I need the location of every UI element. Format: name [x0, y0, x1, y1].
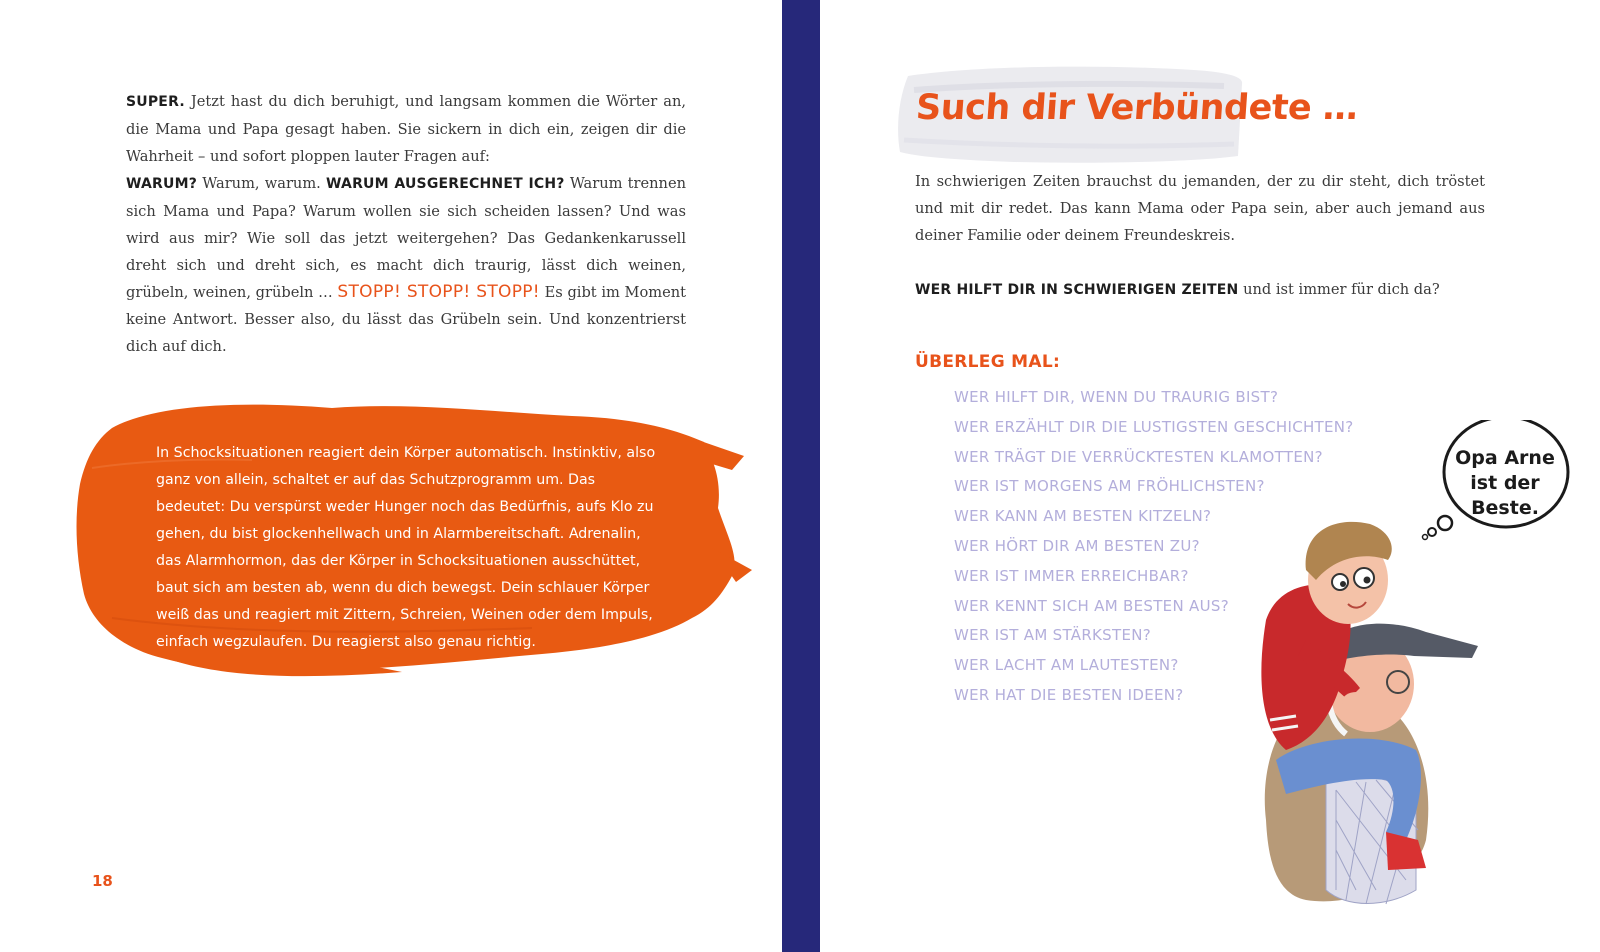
intro-text-1: Jetzt hast du dich beruhigt, und langsam kommen die Wörter an, die Mama und Papa gesagt haben. Sie sickern in dich ein, zeigen dir die Wahrheit – und sofort ploppen lauter Fragen auf: [126, 93, 686, 165]
left-page [0, 0, 782, 952]
question-item: WER KENNT SICH AM BESTEN AUS? [954, 596, 1229, 615]
stop-label: STOPP! STOPP! STOPP! [337, 282, 540, 302]
question-item: WER HAT DIE BESTEN IDEEN? [954, 685, 1184, 704]
main-question [915, 276, 1515, 304]
question-item: WER KANN AM BESTEN KITZELN? [954, 507, 1212, 526]
book-spine [782, 0, 820, 952]
main-question-rest: und ist immer für dich da? [1238, 281, 1440, 298]
question-item: WER IST AM STÄRKSTEN? [954, 626, 1152, 645]
warum-label: WARUM? [126, 176, 198, 192]
warum-text: Warum, warum. [197, 175, 327, 192]
question-item: WER HÖRT DIR AM BESTEN ZU? [954, 536, 1200, 555]
child-eye [1332, 574, 1348, 590]
question-item: WER IST MORGENS AM FRÖHLICHSTEN? [954, 477, 1265, 496]
info-box-text: In Schocksituationen reagiert dein Körper automatisch. Instinktiv, also ganz von allein, schaltet er auf das Schutzprogramm um. Das bedeutet: Du verspürst weder Hunger noch das Bedürfnis, aufs Klo zu gehen, du bist glockenhellwach und in Alarmbereitschaft. Adrenalin, das Alarmhormon, das der Körper in Schocksituationen ausschüttet, baut sich am besten ab, wenn du dich bewegst. Dein schlauer Körper weiß das und reagiert mit Zittern, Schreien, Weinen oder dem Impuls, einfach wegzulaufen. Du reagierst also genau richtig. [156, 445, 656, 650]
bubble-line-2: ist der [1470, 472, 1540, 494]
child-eye [1354, 568, 1374, 588]
right-intro-paragraph [915, 168, 1485, 249]
question-item: WER ERZÄHLT DIR DIE LUSTIGSTEN GESCHICHTEN? [954, 417, 1354, 436]
info-box [72, 398, 752, 683]
intro-paragraph [126, 88, 686, 360]
main-question-label: WER HILFT DIR IN SCHWIERIGEN ZEITEN [915, 282, 1239, 298]
intro-text-3: Es gibt im Moment keine Antwort. Besser also, du lässt das Grübeln sein. Und konzentrierst dich auf dich. [126, 284, 687, 355]
thought-bubble-dot [1428, 528, 1436, 536]
bubble-line-3: Beste. [1471, 497, 1539, 519]
super-label: SUPER. [126, 94, 185, 110]
question-item: WER TRÄGT DIE VERRÜCKTESTEN KLAMOTTEN? [954, 447, 1323, 466]
page-title: Such dir Verbündete … [914, 88, 1359, 128]
title-block [894, 60, 1359, 170]
question-item: WER LACHT AM LAUTESTEN? [954, 656, 1179, 675]
why-me-label: WARUM AUSGERECHNET ICH? [326, 176, 565, 192]
reflect-heading: ÜBERLEG MAL: [915, 352, 1061, 372]
right-intro-text: In schwierigen Zeiten brauchst du jemanden, der zu dir steht, dich tröstet und mit dir redet. Das kann Mama oder Papa sein, aber auch jemand aus deiner Familie oder deinem Freundeskreis. [915, 173, 1485, 244]
page-number: 18 [92, 872, 113, 890]
right-page [820, 0, 1600, 952]
bubble-line-1: Opa Arne [1455, 447, 1555, 469]
thought-bubble-dot [1423, 535, 1428, 540]
thought-bubble-text [1447, 446, 1563, 521]
question-item: WER HILFT DIR, WENN DU TRAURIG BIST? [954, 388, 1279, 406]
child-hand [1342, 692, 1370, 712]
question-item: WER IST IMMER ERREICHBAR? [954, 566, 1189, 585]
intro-text-2: Warum trennen sich Mama und Papa? Warum wollen sie sich scheiden lassen? Und was wird aus mir? Wie soll das jetzt weitergehen? Das Gedankenkarussell dreht sich und dreht sich, es macht dich traurig, lässt dich weinen, grübeln, weinen, grübeln … [126, 175, 686, 301]
